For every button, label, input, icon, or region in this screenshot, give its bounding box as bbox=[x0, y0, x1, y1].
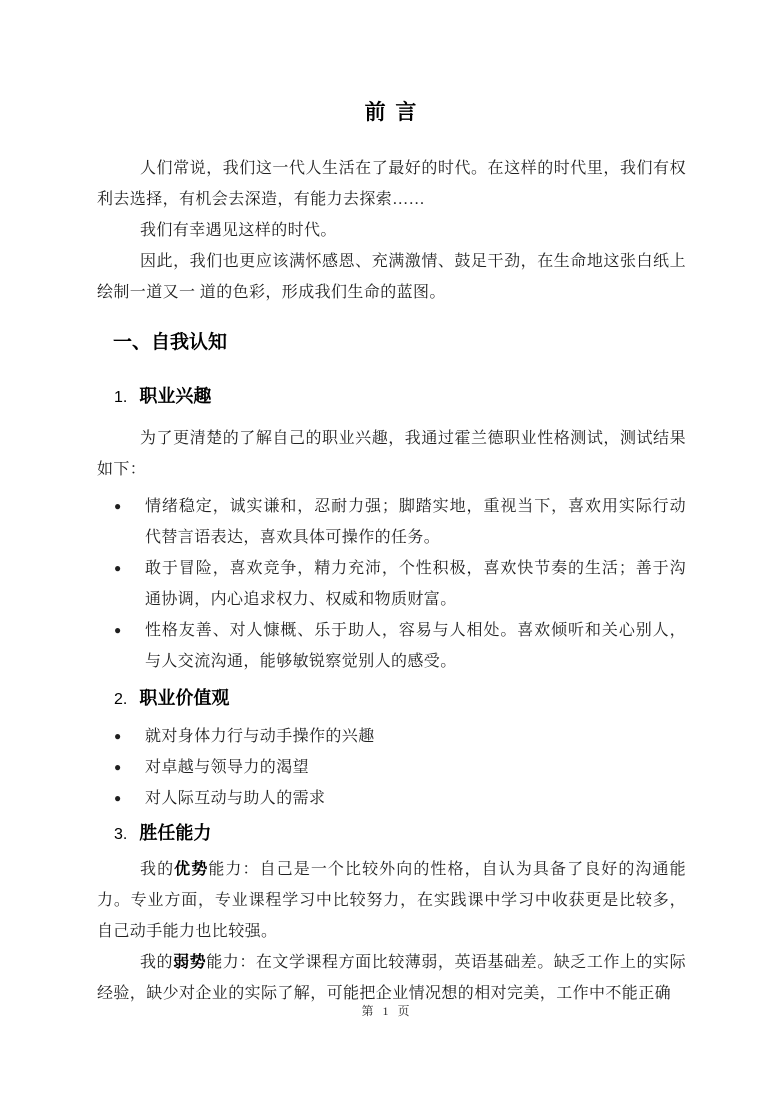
emphasis-strength: 优势 bbox=[174, 861, 209, 878]
subsection-title: 职业兴趣 bbox=[139, 386, 212, 406]
paragraph-weaknesses bbox=[97, 947, 686, 1009]
subsection-heading-career-values bbox=[114, 685, 686, 713]
bullet-icon: ● bbox=[114, 561, 122, 575]
list-item bbox=[97, 491, 686, 553]
section-heading-self-awareness: 一、自我认知 bbox=[113, 332, 228, 353]
subsection-number: 2. bbox=[114, 691, 128, 708]
list-item bbox=[97, 615, 686, 677]
bullet-icon: ● bbox=[114, 623, 122, 637]
paragraph: 为了更清楚的了解自己的职业兴趣，我通过霍兰德职业性格测试，测试结果如下： bbox=[97, 430, 686, 478]
list-item-text: 对卓越与领导力的渴望 bbox=[145, 759, 310, 776]
bullet-icon: ● bbox=[114, 729, 122, 743]
subsection-number: 1. bbox=[114, 389, 128, 406]
list-item-text: 情绪稳定，诚实谦和，忍耐力强；脚踏实地，重视当下，喜欢用实际行动代替言语表达，喜欢具体可操作的任务。 bbox=[145, 498, 686, 546]
subsection-heading-career-interest bbox=[114, 383, 686, 411]
subsection-number: 3. bbox=[114, 826, 128, 843]
bullet-icon: ● bbox=[114, 760, 122, 774]
emphasis-weakness: 弱势 bbox=[173, 954, 207, 971]
list-item-text: 对人际互动与助人的需求 bbox=[145, 790, 326, 807]
list-item bbox=[97, 752, 686, 783]
bullet-icon: ● bbox=[114, 499, 122, 513]
list-item bbox=[97, 783, 686, 814]
bullet-list-career-values bbox=[97, 721, 686, 814]
document-title: 前 言 bbox=[364, 101, 419, 124]
paragraph: 我们有幸遇见这样的时代。 bbox=[140, 222, 337, 239]
list-item-text: 就对身体力行与动手操作的兴趣 bbox=[145, 728, 375, 745]
subsection-heading-competence bbox=[114, 820, 686, 848]
subsection-title: 胜任能力 bbox=[139, 823, 212, 843]
paragraph-text: 能力：自己是一个比较外向的性格，自认为具备了良好的沟通能力。专业方面，专业课程学习中比较努力，在实践课中学习中收获更是比较多，自己动手能力也比较强。 bbox=[97, 861, 686, 940]
paragraph-text: 我的 bbox=[140, 954, 174, 971]
bullet-list-career-interest bbox=[97, 491, 686, 677]
paragraph: 因此，我们也更应该满怀感恩、充满激情、鼓足干劲，在生命地这张白纸上绘制一道又一 道的色彩，形成我们生命的蓝图。 bbox=[97, 253, 686, 301]
list-item-text: 敢于冒险，喜欢竞争，精力充沛，个性积极，喜欢快节奏的生活；善于沟通协调，内心追求权力、权威和物质财富。 bbox=[145, 560, 686, 608]
page-number-footer: 第 1 页 bbox=[361, 1004, 413, 1018]
preface-paragraphs bbox=[97, 153, 686, 308]
paragraph: 人们常说，我们这一代人生活在了最好的时代。在这样的时代里，我们有权利去选择，有机会去深造，有能力去探索…… bbox=[97, 160, 686, 208]
paragraph-strengths bbox=[97, 854, 686, 947]
bullet-icon: ● bbox=[114, 791, 122, 805]
list-item-text: 性格友善、对人慷概、乐于助人，容易与人相处。喜欢倾听和关心别人，与人交流沟通，能够敏锐察觉别人的感受。 bbox=[145, 622, 686, 670]
paragraph-text: 我的 bbox=[140, 861, 175, 878]
list-item bbox=[97, 553, 686, 615]
subsection-title: 职业价值观 bbox=[139, 688, 230, 708]
paragraph-text: 能力：在文学课程方面比较薄弱，英语基础差。缺乏工作上的实际经验，缺少对企业的实际了解，可能把企业情况想的相对完美，工作中不能正确 bbox=[97, 954, 686, 1002]
list-item bbox=[97, 721, 686, 752]
